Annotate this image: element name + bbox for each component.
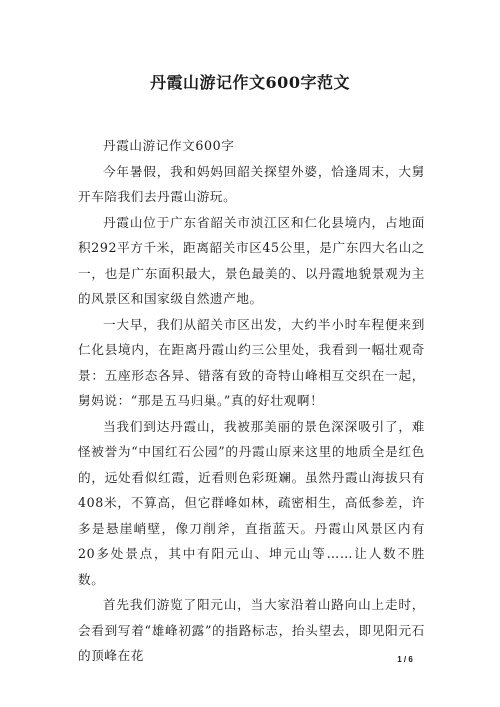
paragraph: 当我们到达丹霞山，我被那美丽的景色深深吸引了，难怪被誉为“中国红石公园”的丹霞山原来这里的地质全是红色的，远处看似红霞，近看则色彩斑斓。虽然丹霞山海拔只有408米，不算高，但它群峰如林，疏密相生，高低参差，许多是悬崖峭壁，像刀削斧，直指蓝天。丹霞山风景区内有20多处景点，其中有阳元山、坤元山等……让人数不胜数。 (78, 418, 425, 587)
paragraph: 首先我们游览了阳元山，当大家沿着山路向山上走时，会看到写着“雄峰初露”的指路标志，抬头望去，即见阳元石的顶峰在花 (78, 597, 425, 663)
paragraph: 一大早，我们从韶关市区出发，大约半小时车程便来到仁化县境内，在距离丹霞山约三公里处，我看到一幅壮观奇景：五座形态各异、错落有致的奇特山峰相互交织在一起，舅妈说：“那是五马归巢。”真的好壮观啊！ (78, 316, 425, 408)
paragraph: 丹霞山游记作文600字 (103, 138, 235, 153)
page-number: 1 / 6 (397, 655, 413, 664)
paragraph: 今年暑假，我和妈妈回韶关探望外婆，恰逢周末，大舅开车陪我们去丹霞山游玩。 (78, 163, 425, 204)
paragraph: 丹霞山位于广东省韶关市浈江区和仁化县境内，占地面积292平方千米，距离韶关市区45公里，是广东四大名山之一，也是广东面积最大，景色最美的、以丹霞地貌景观为主的风景区和国家级自然遗产地。 (78, 214, 425, 306)
document-title: 丹霞山游记作文600字范文 (150, 73, 350, 92)
document-body (78, 133, 425, 669)
